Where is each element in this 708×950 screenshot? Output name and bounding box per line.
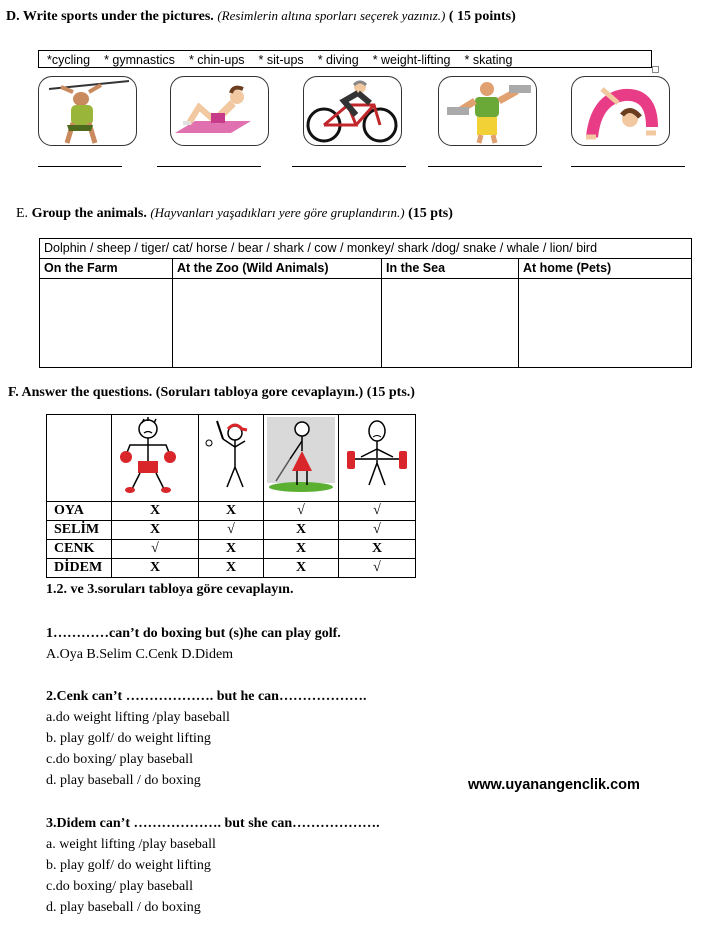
mark-cell: X	[112, 559, 199, 578]
section-e-title: Group the animals.	[31, 206, 147, 221]
mark-cell: X	[199, 559, 264, 578]
column-header-farm: On the Farm	[40, 259, 173, 279]
section-d-points: ( 15 points)	[448, 9, 516, 24]
mark-cell: X	[339, 540, 416, 559]
section-d-translation: (Resimlerin altına sporları seçerek yazınız.)	[217, 8, 446, 23]
word-bank-item: *cycling	[47, 53, 91, 67]
question-2-option-b: b. play golf/ do weight lifting	[46, 731, 211, 746]
question-3-option-c: c.do boxing/ play baseball	[46, 879, 193, 894]
question-1: 1…………can’t do boxing but (s)he can play golf.	[46, 626, 341, 641]
mark-cell: √	[339, 502, 416, 521]
questions-instruction: 1.2. ve 3.soruları tabloya göre cevaplayın.	[46, 582, 294, 597]
section-e-points: (15 pts)	[408, 206, 453, 221]
sports-table	[46, 414, 416, 578]
word-bank-item: * weight-lifting	[372, 53, 451, 67]
picture-sit-ups	[170, 76, 269, 146]
mark-cell: X	[199, 502, 264, 521]
picture-boxing	[112, 415, 199, 502]
mark-cell: √	[199, 521, 264, 540]
question-3-option-d: d. play baseball / do boxing	[46, 900, 201, 915]
word-bank-item: * chin-ups	[188, 53, 245, 67]
section-e-heading	[16, 205, 453, 222]
section-e-letter: E.	[16, 206, 29, 221]
word-bank-item: * gymnastics	[104, 53, 175, 67]
student-name: CENK	[47, 540, 112, 559]
question-2: 2.Cenk can’t ………………. but he can……………….	[46, 689, 367, 704]
word-bank-item: * diving	[317, 53, 359, 67]
question-3: 3.Didem can’t ………………. but she can……………….	[46, 816, 380, 831]
section-f-heading: F. Answer the questions. (Soruları tabloya gore cevaplayın.) (15 pts.)	[8, 385, 415, 400]
mark-cell: X	[264, 559, 339, 578]
mark-cell: X	[112, 521, 199, 540]
picture-golf	[264, 415, 339, 502]
mark-cell: X	[264, 521, 339, 540]
mark-cell: √	[339, 559, 416, 578]
column-header-sea: In the Sea	[382, 259, 519, 279]
mark-cell: √	[112, 540, 199, 559]
question-2-option-d: d. play baseball / do boxing	[46, 773, 201, 788]
mark-cell: √	[264, 502, 339, 521]
picture-weight-lifting	[438, 76, 537, 146]
answer-line	[38, 166, 122, 167]
word-bank-item: * sit-ups	[258, 53, 304, 67]
answer-line	[292, 166, 406, 167]
answer-cell-farm[interactable]	[40, 279, 173, 368]
picture-cycling	[303, 76, 402, 146]
website-link[interactable]: www.uyanangenclik.com	[468, 777, 640, 793]
resize-handle	[652, 66, 659, 73]
mark-cell: √	[339, 521, 416, 540]
section-d-heading	[6, 8, 516, 25]
answer-line	[571, 166, 685, 167]
student-name: DİDEM	[47, 559, 112, 578]
animal-list: Dolphin / sheep / tiger/ cat/ horse / bear / shark / cow / monkey/ shark /dog/ snake / whale / lion/ bird	[40, 239, 692, 259]
answer-line	[157, 166, 261, 167]
answer-cell-sea[interactable]	[382, 279, 519, 368]
student-name: OYA	[47, 502, 112, 521]
animals-table	[39, 238, 692, 368]
picture-weight-lifting-stick	[339, 415, 416, 502]
section-d-title: D. Write sports under the pictures.	[6, 9, 214, 24]
picture-baseball	[199, 415, 264, 502]
question-2-option-c: c.do boxing/ play baseball	[46, 752, 193, 767]
picture-gymnastics	[571, 76, 670, 146]
student-name: SELİM	[47, 521, 112, 540]
mark-cell: X	[199, 540, 264, 559]
question-2-option-a: a.do weight lifting /play baseball	[46, 710, 230, 725]
mark-cell: X	[112, 502, 199, 521]
word-bank-item: * skating	[464, 53, 513, 67]
question-1-options: A.Oya B.Selim C.Cenk D.Didem	[46, 647, 234, 662]
picture-chin-ups	[38, 76, 137, 146]
answer-cell-zoo[interactable]	[173, 279, 382, 368]
section-e-translation: (Hayvanları yaşadıkları yere göre gruplandırın.)	[150, 205, 405, 220]
column-header-zoo: At the Zoo (Wild Animals)	[173, 259, 382, 279]
question-3-option-a: a. weight lifting /play baseball	[46, 837, 216, 852]
mark-cell: X	[264, 540, 339, 559]
answer-line	[428, 166, 542, 167]
answer-cell-home[interactable]	[519, 279, 692, 368]
word-bank	[38, 50, 652, 68]
blank-corner-cell	[47, 415, 112, 502]
question-3-option-b: b. play golf/ do weight lifting	[46, 858, 211, 873]
column-header-home: At home (Pets)	[519, 259, 692, 279]
